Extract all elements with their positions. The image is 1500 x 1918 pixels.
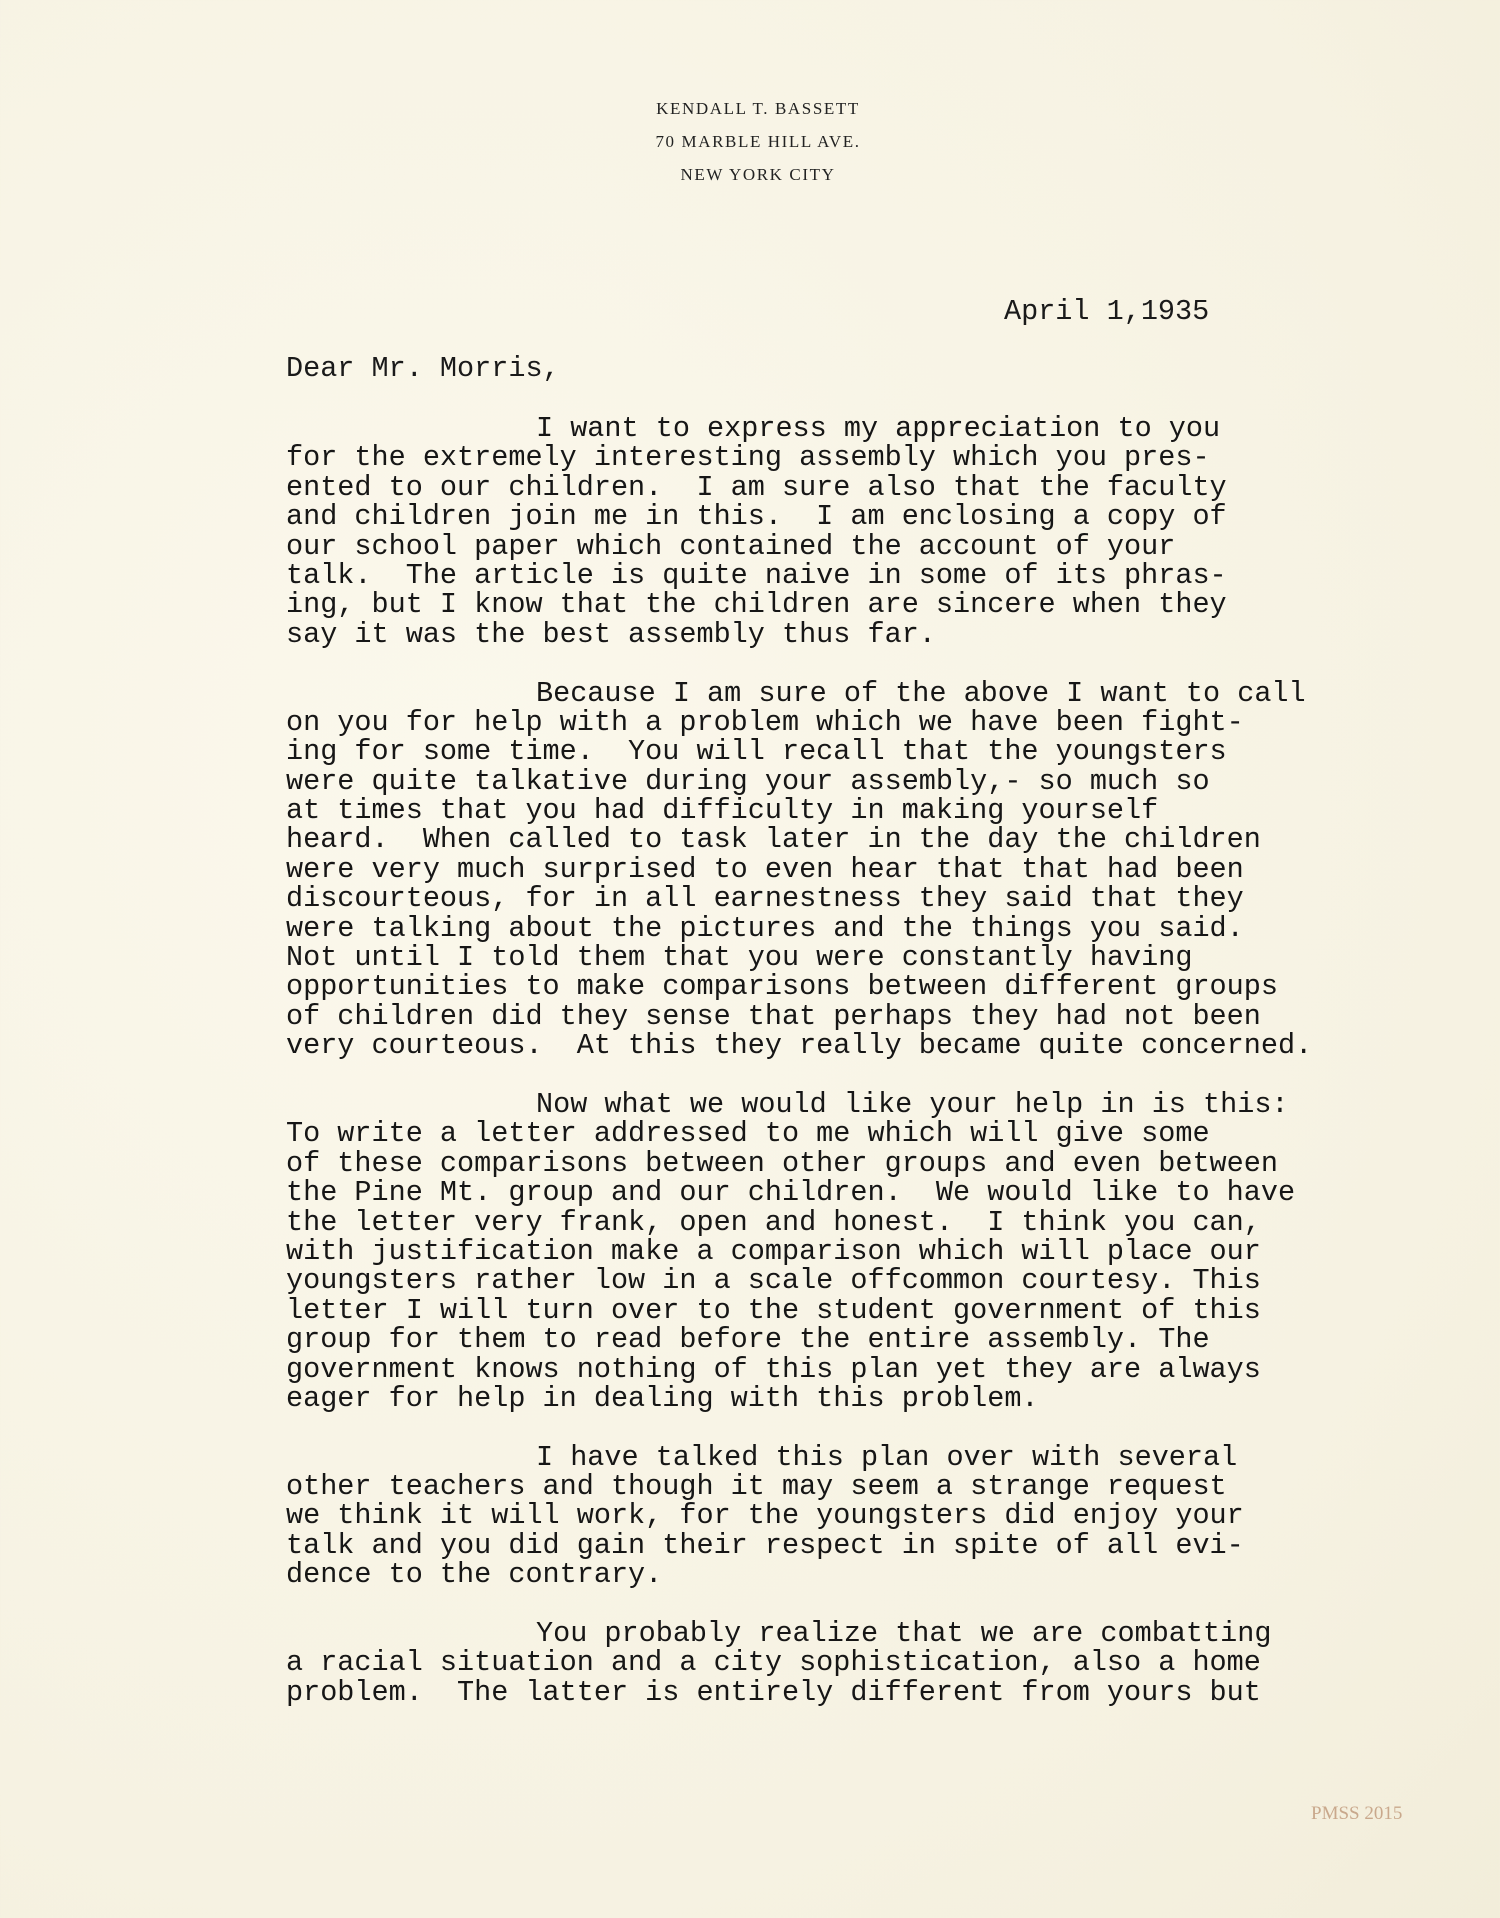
paragraph bbox=[286, 1440, 1312, 1592]
text-line: for the extremely interesting assembly which you pres- bbox=[286, 441, 1210, 475]
text-line: with justification make a comparison which will place our bbox=[286, 1234, 1261, 1268]
text-line: talk and you did gain their respect in spite of all evi- bbox=[286, 1528, 1244, 1562]
letter-date: April 1,1935 bbox=[1004, 295, 1210, 328]
text-line: other teachers and though it may seem a strange request bbox=[286, 1470, 1227, 1504]
text-line: at times that you had difficulty in making yourself bbox=[286, 794, 1159, 828]
text-line: dence to the contrary. bbox=[286, 1558, 663, 1592]
text-line: discourteous, for in all earnestness they said that they bbox=[286, 882, 1244, 916]
text-line: were talking about the pictures and the things you said. bbox=[286, 911, 1244, 945]
text-line: our school paper which contained the account of your bbox=[286, 529, 1176, 563]
text-line: youngsters rather low in a scale offcommon courtesy. This bbox=[286, 1264, 1261, 1298]
text-line: I have talked this plan over with several bbox=[536, 1440, 1238, 1474]
text-line: ented to our children. I am sure also that the faculty bbox=[286, 470, 1227, 504]
text-line: You probably realize that we are combatting bbox=[536, 1617, 1272, 1651]
text-line: very courteous. At this they really became quite concerned. bbox=[286, 1029, 1313, 1063]
text-line: opportunities to make comparisons between different groups bbox=[286, 970, 1278, 1004]
paragraph bbox=[286, 676, 1313, 1063]
text-line: heard. When called to task later in the day the children bbox=[286, 823, 1261, 857]
text-line: problem. The latter is entirely different from yours but bbox=[286, 1675, 1261, 1709]
salutation: Dear Mr. Morris, bbox=[286, 352, 560, 385]
text-line: and children join me in this. I am enclosing a copy of bbox=[286, 500, 1227, 534]
letter-body bbox=[286, 414, 1312, 1737]
text-line: talk. The article is quite naive in some of its phras- bbox=[286, 558, 1227, 592]
text-line: Because I am sure of the above I want to call bbox=[536, 676, 1306, 710]
text-line: ing, but I know that the children are sincere when they bbox=[286, 588, 1227, 622]
text-line: eager for help in dealing with this problem. bbox=[286, 1381, 1039, 1415]
text-line: Now what we would like your help in is this: bbox=[536, 1087, 1289, 1121]
paragraph bbox=[286, 414, 1312, 649]
text-line: we think it will work, for the youngsters did enjoy your bbox=[286, 1499, 1244, 1533]
letterhead bbox=[0, 92, 1500, 191]
text-line: the Pine Mt. group and our children. We would like to have bbox=[286, 1176, 1296, 1210]
text-line: a racial situation and a city sophistication, also a home bbox=[286, 1646, 1261, 1680]
text-line: of children did they sense that perhaps they had not been bbox=[286, 999, 1261, 1033]
letterhead-address: 70 MARBLE HILL AVE. bbox=[655, 132, 861, 151]
archive-watermark: PMSS 2015 bbox=[1311, 1803, 1403, 1824]
text-line: were very much surprised to even hear that that had been bbox=[286, 852, 1244, 886]
text-line: letter I will turn over to the student government of this bbox=[286, 1293, 1261, 1327]
text-line: of these comparisons between other groups and even between bbox=[286, 1146, 1278, 1180]
text-line: I want to express my appreciation to you bbox=[536, 412, 1221, 445]
paragraph bbox=[286, 1087, 1312, 1415]
text-line: government knows nothing of this plan yet they are always bbox=[286, 1352, 1261, 1386]
text-line: To write a letter addressed to me which will give some bbox=[286, 1117, 1210, 1151]
letterhead-city: NEW YORK CITY bbox=[680, 165, 836, 184]
paragraph bbox=[286, 1619, 1312, 1707]
letterhead-name: KENDALL T. BASSETT bbox=[656, 99, 860, 118]
text-line: on you for help with a problem which we have been fight- bbox=[286, 705, 1244, 739]
text-line: ing for some time. You will recall that the youngsters bbox=[286, 735, 1227, 769]
text-line: say it was the best assembly thus far. bbox=[286, 617, 936, 651]
text-line: the letter very frank, open and honest. I think you can, bbox=[286, 1205, 1261, 1239]
text-line: Not until I told them that you were constantly having bbox=[286, 941, 1193, 975]
text-line: group for them to read before the entire assembly. The bbox=[286, 1323, 1210, 1357]
text-line: were quite talkative during your assembly,- so much so bbox=[286, 764, 1210, 798]
